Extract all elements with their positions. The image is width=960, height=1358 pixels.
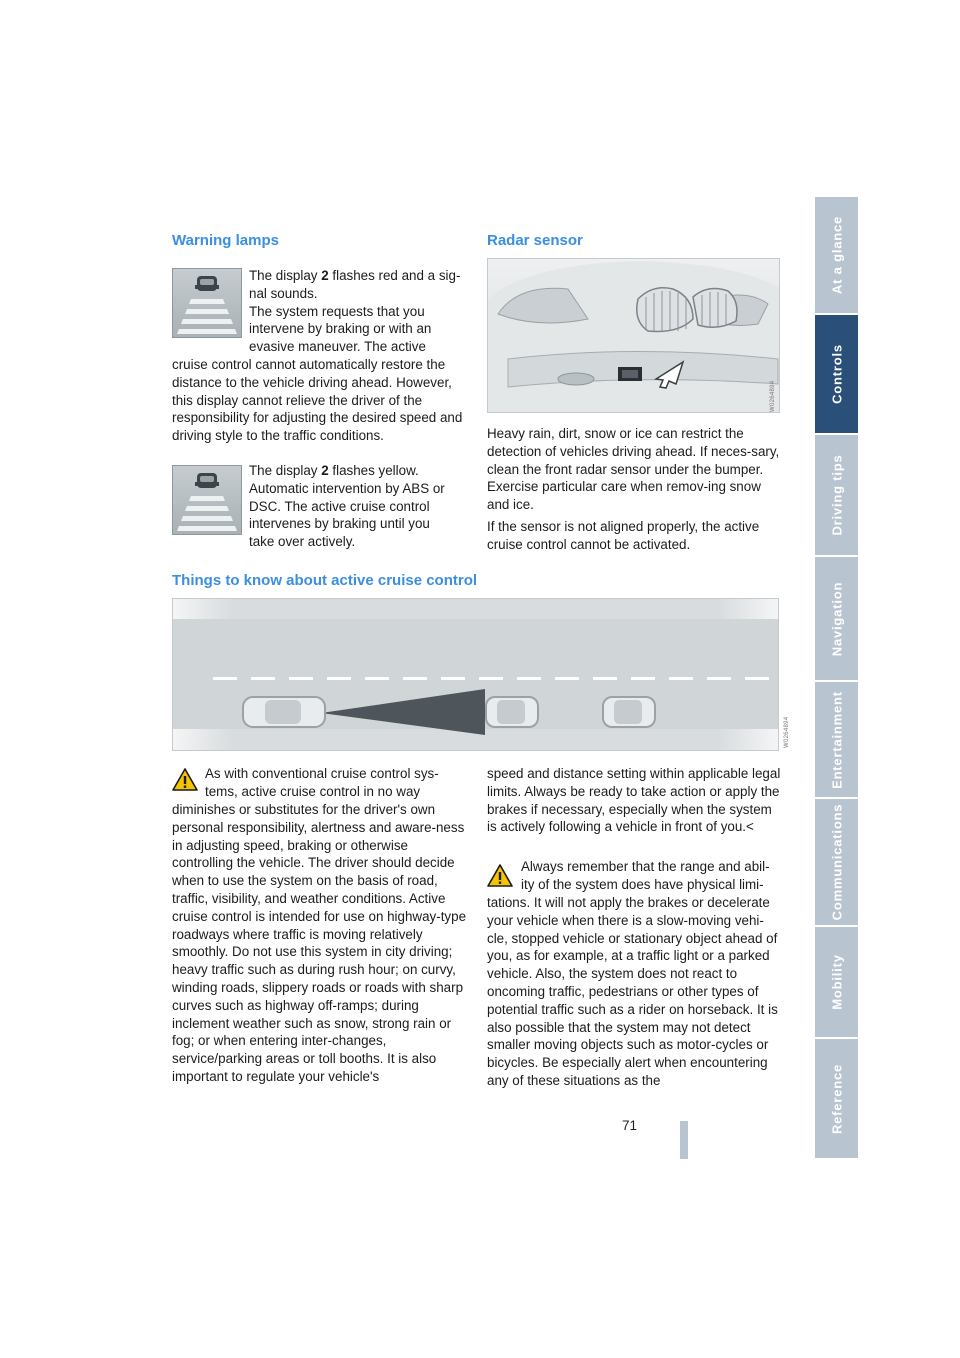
- text: intervenes by braking until you: [249, 516, 430, 532]
- own-car-icon: [243, 697, 325, 727]
- warning-2-body: tations. It will not apply the brakes or decelerate your vehicle when there is a slow-moving vehi-cle, stopped vehicle or stationary object ahead of you, as for example, at a traffic light or a parked vehicle. Also, the system does not react to oncoming traffic, pedestrians or other types of potential traffic such as a rider on horseback. It is also possible that the system may not detect smaller moving objects such as motor-cycles or bicycles. Be especially alert when encountering any of these situations as the: [487, 895, 778, 1088]
- distance-display-icon: [173, 269, 241, 337]
- callout-number: 2: [321, 268, 329, 283]
- warning-1-body: diminishes or substitutes for the driver's own personal responsibility, alertness and aware-ness in adjusting speed, braking or otherwise controlling the vehicle. The driver should decide when to use the system on the basis of road, traffic, visibility, and weather conditions. Active cruise control is intended for use on highway-type roadways where traffic is moving relatively smoothly. Do not use this system in city driving; heavy traffic such as during rush hour; on curvy, winding roads, slippery roads or roads with sharp curves such as highway off-ramps; during inclement weather such as snow, strong rain or fog; or when entering inter-changes, service/parking areas or toll booths. It is also important to regulate your vehicle's: [172, 802, 467, 1084]
- callout-number: 2: [321, 463, 329, 478]
- yellow-lamp-text: [249, 462, 465, 551]
- radar-sensor-photo: [487, 258, 780, 413]
- warning-2-lead: [521, 858, 783, 894]
- text: tems, active cruise control in no way: [205, 783, 421, 799]
- text: The display: [249, 268, 322, 283]
- radar-paragraph-2: If the sensor is not aligned properly, the active cruise control cannot be activated.: [487, 519, 760, 552]
- tab-label: Driving tips: [829, 454, 844, 536]
- tab-label: Controls: [829, 344, 844, 404]
- radar-sensor-title: Radar sensor: [487, 232, 583, 249]
- warning-triangle-icon: [487, 864, 513, 887]
- warning-1-continuation: speed and distance setting within applicable legal limits. Always be ready to take action or apply the brakes if necessary, especially when the system is actively following a vehicle in front of you.<: [487, 766, 781, 835]
- text: ity of the system does have physical limi-: [521, 876, 764, 892]
- text: Automatic intervention by ABS or: [249, 480, 445, 496]
- text: nal sounds.: [249, 285, 318, 301]
- text: take over actively.: [249, 534, 356, 550]
- tab-label: Entertainment: [829, 690, 844, 789]
- red-lamp-text-full: cruise control cannot automatically restore the distance to the vehicle driving ahead. However, this display cannot relieve the driver of the responsibility for adjusting the desired speed and driving style to the traffic conditions.: [172, 357, 463, 444]
- chapter-tabs: [815, 197, 858, 1160]
- car-front-illustration: [488, 259, 780, 413]
- text: Always remember that the range and abil-: [521, 859, 770, 874]
- red-lamp-text-indent: [249, 267, 465, 356]
- yellow-lamp-display-image: [172, 465, 242, 535]
- text: intervene by braking or with an: [249, 321, 432, 337]
- radar-image-code: W0264894: [770, 380, 776, 412]
- tab-driving-tips[interactable]: [815, 435, 858, 557]
- road-scene: [173, 599, 779, 751]
- warning-1-lead: [205, 765, 467, 801]
- page-marker-bar: [680, 1121, 688, 1159]
- page-number: 71: [622, 1118, 638, 1133]
- tab-mobility[interactable]: [815, 927, 858, 1039]
- tab-communications[interactable]: [815, 799, 858, 927]
- tab-label: Reference: [829, 1063, 844, 1134]
- red-lamp-display-image: [172, 268, 242, 338]
- text: flashes red and a sig-: [328, 268, 461, 283]
- warning-triangle-icon: [172, 768, 198, 791]
- things-to-know-title: Things to know about active cruise control: [172, 572, 478, 589]
- tab-at-a-glance[interactable]: [815, 197, 858, 315]
- distance-display-icon: [173, 466, 241, 534]
- far-car-icon: [603, 697, 655, 727]
- text: As with conventional cruise control sys-: [205, 766, 439, 781]
- tab-entertainment[interactable]: [815, 682, 858, 799]
- text: flashes yellow.: [328, 463, 419, 478]
- text: The display: [249, 463, 322, 478]
- tab-label: Mobility: [829, 954, 844, 1010]
- text: evasive maneuver. The active: [249, 339, 426, 355]
- tab-controls[interactable]: [815, 315, 858, 435]
- tab-navigation[interactable]: [815, 557, 858, 682]
- car-ahead-icon: [486, 697, 538, 727]
- tab-label: At a glance: [829, 215, 844, 295]
- text: The system requests that you: [249, 303, 425, 319]
- radar-paragraph-1: Heavy rain, dirt, snow or ice can restrict the detection of vehicles driving ahead. If neces-sary, clean the front radar sensor under the bumper. Exercise particular care when remov-ing snow and ice.: [487, 426, 780, 513]
- warning-lamps-title: Warning lamps: [172, 232, 279, 249]
- tab-label: Navigation: [829, 581, 844, 656]
- road-image-code: W0264894: [784, 716, 790, 748]
- tab-reference[interactable]: [815, 1039, 858, 1160]
- text: DSC. The active cruise control: [249, 498, 430, 514]
- distance-following-illustration: [172, 598, 779, 751]
- tab-label: Communications: [829, 803, 844, 921]
